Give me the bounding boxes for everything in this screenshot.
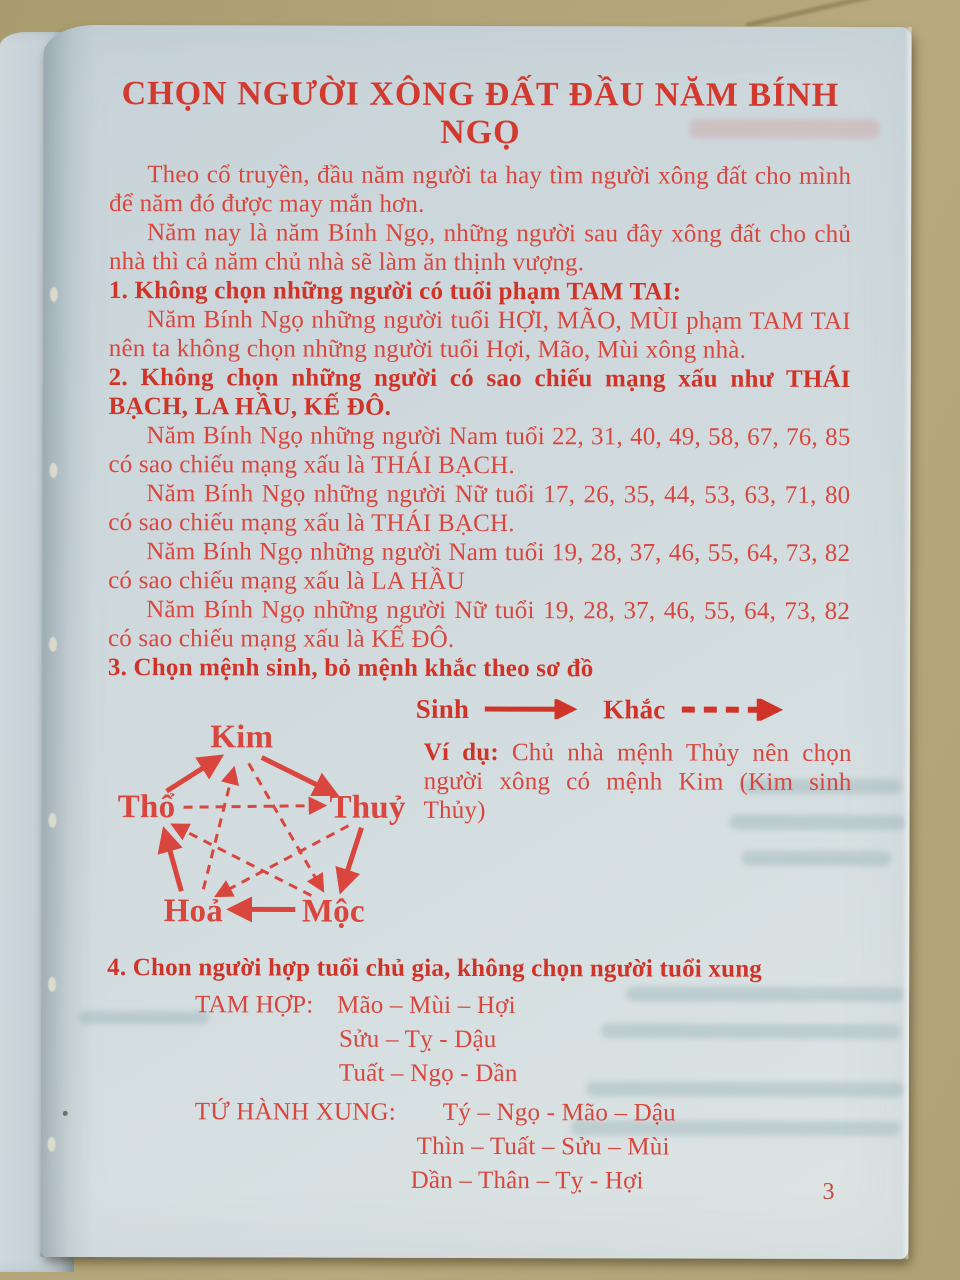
page-title-line2: NGỌ (440, 113, 521, 152)
tam-hop-row-2: Sửu – Tỵ - Dậu (338, 1025, 497, 1054)
section1-body: Năm Bính Ngọ những người tuổi HỢI, MÃO, MÙI phạm TAM TAI nên ta không chọn những người tuổi Hợi, Mão, Mùi xông nhà. (108, 306, 851, 364)
section2-heading: 2. Không chọn những người có sao chiếu mạng xấu như THÁI BẠCH, LA HẦU, KẾ ĐÔ. (108, 364, 851, 421)
example-label: Ví dụ: (423, 738, 499, 767)
table-tile-line (745, 0, 892, 28)
book-page (40, 25, 911, 1259)
example-paragraph (424, 738, 852, 826)
binding-stitch (49, 813, 57, 828)
tam-hop-row-3: Tuất – Ngọ - Dần (338, 1059, 518, 1088)
five-elements-diagram (91, 705, 437, 941)
tu-hanh-xung-block (107, 1095, 849, 1199)
dust-speck (63, 1111, 68, 1116)
five-elements-section (107, 719, 852, 945)
intro-paragraph-2: Năm nay là năm Bính Ngọ, những người sau đây xông đất cho chủ nhà thì cả năm chủ nhà sẽ làm ăn thịnh vượng. (108, 219, 852, 277)
node-hoa: Hoả (163, 893, 223, 930)
binding-stitch (50, 287, 58, 302)
page-number: 3 (822, 1178, 835, 1205)
page-content (107, 75, 852, 1199)
khac-edge-thuy-hoa (217, 825, 348, 895)
sinh-edge-kim-thuy (262, 757, 335, 793)
legend-sinh-label: Sinh (415, 693, 470, 724)
binding-stitch (49, 463, 57, 478)
node-moc: Mộc (301, 893, 365, 930)
tam-hop-label: TAM HỢP: (195, 991, 314, 1019)
section2-paragraph-4: Năm Bính Ngọ những người Nữ tuổi 19, 28, 37, 46, 55, 64, 73, 82 có sao chiếu mạng xấu là KẾ ĐÔ. (107, 596, 851, 653)
tu-hanh-xung-row-1 (107, 1095, 849, 1131)
sinh-khac-legend (416, 690, 850, 729)
sinh-arrow-icon (483, 699, 589, 719)
node-tho: Thổ (117, 789, 176, 826)
intro-paragraph-1: Theo cổ truyền, đầu năm người ta hay tìm người xông đất cho mình để năm đó được may mắn hơn. (109, 161, 852, 218)
tu-hanh-xung-label: TỨ HÀNH XUNG: (194, 1098, 396, 1126)
khac-edge-tho-thuy (184, 805, 324, 807)
tu-hanh-xung-values-1: Tý – Ngọ - Mão – Dậu (442, 1098, 676, 1127)
section2-paragraph-1: Năm Bính Ngọ những người Nam tuổi 22, 31, 40, 49, 58, 67, 76, 85 có sao chiếu mạng xấu là THÁI BẠCH. (108, 422, 851, 480)
section2-paragraph-2: Năm Bính Ngọ những người Nữ tuổi 17, 26, 35, 44, 53, 63, 71, 80 có sao chiếu mạng xấu là THÁI BẠCH. (108, 480, 851, 538)
example-text: Chủ nhà mệnh Thủy nên chọn người xông có mệnh Kim (Kim sinh Thủy) (423, 739, 852, 825)
page-title-line1: CHỌN NGƯỜI XÔNG ĐẤT ĐẦU NĂM BÍNH (121, 75, 840, 114)
section2-paragraph-3: Năm Bính Ngọ những người Nam tuổi 19, 28, 37, 46, 55, 64, 73, 82 có sao chiếu mạng xấu là LA HẦU (108, 538, 851, 595)
sinh-edge-tho-kim (167, 757, 220, 791)
khac-edge-hoa-kim (203, 769, 233, 889)
sinh-edge-thuy-moc (341, 828, 361, 890)
sinh-edge-hoa-tho (164, 831, 181, 891)
node-kim: Kim (210, 719, 274, 756)
tu-hanh-xung-row-2: Thìn – Tuất – Sửu – Mùi (416, 1132, 670, 1161)
khac-arrow-icon (679, 699, 795, 721)
binding-stitch (48, 1137, 56, 1152)
binding-stitch (48, 977, 56, 992)
binding-stitch (49, 637, 57, 652)
tam-hop-values-1: Mão – Mùi – Hợi (337, 991, 516, 1020)
tam-hop-block (107, 988, 849, 1092)
tam-hop-row-1 (107, 988, 849, 1024)
tu-hanh-xung-row-3: Dần – Thân – Tỵ - Hợi (410, 1166, 644, 1195)
section1-heading: 1. Không chọn những người có tuổi phạm TAM TAI: (108, 277, 682, 306)
page-title (109, 75, 851, 153)
node-thuy: Thuỷ (329, 789, 406, 826)
section4-heading: 4. Chon người hợp tuổi chủ gia, không chọn người tuổi xung (107, 954, 763, 983)
legend-khac-label: Khắc (603, 693, 666, 724)
section3-heading: 3. Chọn mệnh sinh, bỏ mệnh khắc theo sơ đồ (107, 654, 594, 683)
